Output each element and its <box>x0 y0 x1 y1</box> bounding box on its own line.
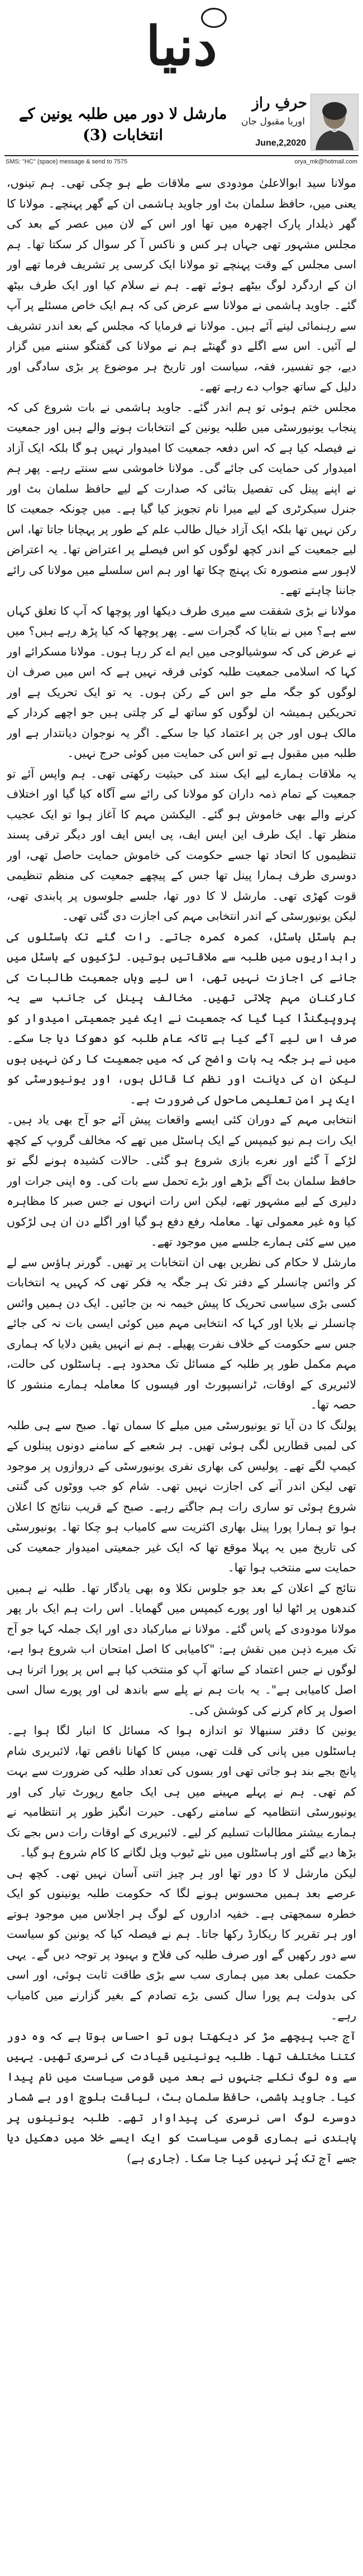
article-paragraph: آج جب پیچھے مڑ کر دیکھتا ہوں تو احساس ہوتا ہے کہ وہ دور کتنا مختلف تھا۔ طلبہ یونینیں قیادت کی نرسری تھیں۔ یہیں سے وہ لوگ نکلے جنہوں نے بعد میں قومی سیاست میں نام پیدا کیا۔ جاوید ہاشمی، حافظ سلمان بٹ، لیاقت بلوچ اور بے شمار دوسرے لوگ اسی نرسری کی پیداوار تھے۔ طلبہ یونینوں پر پابندی نے ہماری قومی سیاست کو ایک ایسے خلا میں دھکیل دیا جسے آج تک پُر نہیں کیا جا سکا۔ (جاری ہے) <box>7 2029 356 2165</box>
newspaper-logo <box>134 4 229 88</box>
column-header <box>0 94 363 156</box>
article-paragraph: یہ ملاقات ہمارے لیے ایک سند کی حیثیت رکھتی تھی۔ ہم واپس آئے تو جمعیت کے تمام ذمہ داران کو مولانا کی رائے سے آگاہ کیا گیا اور اختلاف کرنے والے بھی خاموش ہو گئے۔ الیکشن مہم کا آغاز ہوا تو ایک عجیب منظر تھا۔ ایک طرف این ایس ایف، پی ایس ایف اور دیگر ترقی پسند تنظیموں کا اتحاد تھا جسے حکومت کی خاموش حمایت حاصل تھی، اور دوسری طرف ہمارا پینل تھا جس کے پیچھے جمعیت کی منظم تنظیمی قوت کھڑی تھی۔ مارشل لا کا دور تھا، جلسے جلوسوں پر پابندی تھی، لیکن یونیورسٹی کے اندر انتخابی مہم کی اجازت دی گئی تھی۔ <box>7 766 356 923</box>
article-paragraph: ہم ہاسٹل ہاسٹل، کمرہ کمرہ جاتے۔ رات گئے تک ہاسٹلوں کی راہداریوں میں طلبہ سے ملاقاتیں ہوتیں۔ لڑکیوں کے ہاسٹل میں جانے کی اجازت نہیں تھی، اس لیے وہاں جمعیت طالبات کی کارکنان مہم چلاتی تھیں۔ مخالف پینل کی جانب سے یہ پروپیگنڈا کیا گیا کہ جمعیت نے ایک غیر جمعیتی امیدوار کو صرف اس لیے آگے کیا ہے تاکہ عام طلبہ کو دھوکا دیا جا سکے۔ میں نے ہر جگہ یہ بات واضح کی کہ میں جمعیت کا رکن نہیں ہوں لیکن ان کی دیانت اور نظم کا قائل ہوں، اور یونیورسٹی کو ایک پر امن تعلیمی ماحول کی ضرورت ہے۔ <box>7 929 356 1106</box>
sms-instruction: SMS: "HC" (space) message & send to 7575 <box>6 158 128 165</box>
publish-date: June,2,2020 <box>255 138 306 148</box>
article-paragraph: نتائج کے اعلان کے بعد جو جلوس نکلا وہ بھی یادگار تھا۔ طلبہ نے ہمیں کندھوں پر اٹھا لیا اور پورے کیمپس میں گھمایا۔ اس رات ہم ایک بار پھر مولانا مودودی کے پاس گئے۔ مولانا نے مبارکباد دی اور ایک جملہ کہا جو آج تک میرے ذہن میں نقش ہے: "کامیابی کا اصل امتحان اب شروع ہوا ہے، لوگوں نے جس اعتماد کے ساتھ آپ کو منتخب کیا ہے اس پر پورا اترنا ہی اصل کامیابی ہے"۔ یہ بات ہم نے پلے سے باندھ لی اور پورے سال اسی اصول پر کام کرنے کی کوشش کی۔ <box>7 1581 356 1717</box>
logo-text: دنیا <box>146 15 217 78</box>
article-headline: مارشل لا دور میں طلبہ یونین کے انتخابات (3) <box>18 105 227 144</box>
header-divider <box>4 155 359 156</box>
author-portrait-icon <box>311 94 358 150</box>
logo-bubble-icon <box>201 8 227 28</box>
article-paragraph: مارشل لا حکام کی نظریں بھی ان انتخابات پر تھیں۔ گورنر ہاؤس سے لے کر وائس چانسلر کے دفتر تک ہر جگہ یہ فکر تھی کہ کہیں یہ انتخابات کسی بڑی سیاسی تحریک کا پیش خیمہ نہ بن جائیں۔ ایک دن ہمیں وائس چانسلر نے بلایا اور کہا کہ انتخابی مہم میں کوئی ایسی بات نہ کی جائے جس سے حکومت کے خلاف نفرت پھیلے۔ ہم نے انہیں یقین دلایا کہ ہماری مہم مکمل طور پر طلبہ کے مسائل تک محدود ہے۔ ہاسٹلوں کی حالت، لائبریری کے اوقات، ٹرانسپورٹ اور فیسوں کا معاملہ ہمارے منشور کا حصہ تھا۔ <box>7 1255 356 1411</box>
author-email[interactable]: orya_mk@hotmail.com <box>294 158 357 165</box>
masthead <box>0 0 363 92</box>
contact-line <box>6 158 357 168</box>
article-paragraph: لیکن مارشل لا کا دور تھا اور ہر چیز اتنی آسان نہیں تھی۔ کچھ ہی عرصے بعد ہمیں محسوس ہونے لگا کہ حکومت طلبہ یونینوں کو ایک خطرہ سمجھتی ہے۔ خفیہ اداروں کے لوگ ہر اجلاس میں موجود ہوتے اور ہر تقریر کا ریکارڈ رکھا جاتا۔ ہم نے فیصلہ کیا کہ یونین کو سیاست سے دور رکھیں گے اور صرف طلبہ کی فلاح و بہبود پر توجہ دیں گے۔ یہی حکمت عملی بعد میں ہماری سب سے بڑی طاقت ثابت ہوئی، اور اسی کی بدولت ہم پورا سال کسی بڑے تصادم کے بغیر گزارنے میں کامیاب رہے۔ <box>7 1866 356 2022</box>
article-paragraph: مجلس ختم ہوئی تو ہم اندر گئے۔ جاوید ہاشمی نے بات شروع کی کہ پنجاب یونیورسٹی میں طلبہ یونین کے انتخابات ہونے والے ہیں اور جمعیت نے فیصلہ کیا ہے کہ اس دفعہ جمعیت کا امیدوار نہیں ہو گا بلکہ ایک آزاد امیدوار کی حمایت کی جائے گی۔ مولانا خاموشی سے سنتے رہے۔ پھر ہم نے اپنے پینل کی تفصیل بتائی کہ صدارت کے لیے حافظ سلمان بٹ اور جنرل سیکرٹری کے لیے میرا نام تجویز کیا گیا ہے۔ میں چونکہ جمعیت کا رکن نہیں تھا بلکہ ایک آزاد خیال طالب علم کے طور پر پہچانا جاتا تھا، اس لیے جمعیت کے اندر کچھ لوگوں کو اس فیصلے پر اعتراض تھا۔ یہ اعتراض لاہور سے منصورہ تک پہنچ چکا تھا اور ہم اس سلسلے میں مولانا کی رائے جاننا چاہتے تھے۔ <box>7 400 356 597</box>
article-paragraph: مولانا نے بڑی شفقت سے میری طرف دیکھا اور پوچھا کہ آپ کا تعلق کہاں سے ہے؟ میں نے بتایا کہ گجرات سے۔ پھر پوچھا کہ کیا پڑھ رہے ہیں؟ میں نے عرض کی کہ سوشیالوجی میں ایم اے کر رہا ہوں۔ مولانا مسکرائے اور کہا کہ اسلامی جمعیت طلبہ کوئی فرقہ نہیں ہے کہ اس میں صرف ان لوگوں کو جگہ ملے جو اس کے رکن ہوں۔ یہ تو ایک تحریک ہے اور تحریکیں ہمیشہ ان لوگوں کو ساتھ لے کر چلتی ہیں جو اچھے کردار کے مالک ہوں اور جن پر اعتماد کیا جا سکے۔ اگر یہ نوجوان دیانتدار ہے اور طلبہ میں مقبول ہے تو اس کی حمایت میں کوئی حرج نہیں۔ <box>7 604 356 760</box>
author-name: اوریا مقبول جان <box>241 116 305 127</box>
article-paragraph: پولنگ کا دن آیا تو یونیورسٹی میں میلے کا سماں تھا۔ صبح سے ہی طلبہ کی لمبی قطاریں لگی ہوئی تھیں۔ ہر شعبے کے سامنے دونوں پینلوں کے کیمپ لگے تھے۔ پولیس کی بھاری نفری یونیورسٹی کے دروازوں پر موجود تھی لیکن اندر آنے کی اجازت نہیں تھی۔ شام کو جب ووٹوں کی گنتی شروع ہوئی تو ساری رات ہم جاگتے رہے۔ صبح کے قریب نتائج کا اعلان ہوا تو ہمارا پورا پینل بھاری اکثریت سے کامیاب ہو چکا تھا۔ یونیورسٹی کی تاریخ میں یہ پہلا موقع تھا کہ ایک غیر جمعیتی امیدوار جمعیت کی حمایت سے منتخب ہوا تھا۔ <box>7 1418 356 1574</box>
article-body <box>7 173 356 2566</box>
column-name: حرفِ راز <box>252 95 307 112</box>
author-photo <box>311 94 359 151</box>
article-paragraph: مولانا سید ابوالاعلیٰ مودودی سے ملاقات طے ہو چکی تھی۔ ہم تینوں، یعنی میں، حافظ سلمان بٹ اور جاوید ہاشمی ان کے گھر پہنچے۔ مولانا کا گھر ذیلدار پارک اچھرہ میں تھا اور اس کے لان میں عصر کے بعد کی مجلس مشہور تھی جہاں ہر کس و ناکس آ کر سوال کر سکتا تھا۔ ہم اسی مجلس کے وقت پہنچے تو مولانا ایک کرسی پر تشریف فرما تھے اور ان کے اردگرد لوگ بیٹھے ہوئے تھے۔ ہم نے سلام کیا اور ایک طرف بیٹھ گئے۔ جاوید ہاشمی نے مولانا سے عرض کی کہ ہم ایک خاص مسئلے پر آپ سے رہنمائی لینے آئے ہیں۔ مولانا نے فرمایا کہ مجلس کے بعد اندر تشریف لے آئیں۔ اس سے اگلے دو گھنٹے ہم نے مولانا کی گفتگو سننے میں گزار دیے، جو تفسیر، فقہ، سیاست اور تاریخ ہر موضوع پر بڑی سادگی اور دلیل کے ساتھ جواب دے رہے تھے۔ <box>7 176 356 393</box>
article-paragraph: یونین کا دفتر سنبھالا تو اندازہ ہوا کہ مسائل کا انبار لگا ہوا ہے۔ ہاسٹلوں میں پانی کی قلت تھی، میس کا کھانا ناقص تھا، لائبریری شام پانچ بجے بند ہو جاتی تھی اور بسوں کی تعداد طلبہ کی ضرورت سے بہت کم تھی۔ ہم نے پہلے مہینے میں ہی ایک جامع رپورٹ تیار کی اور یونیورسٹی انتظامیہ کے سامنے رکھی۔ حیرت انگیز طور پر انتظامیہ نے ہمارے بیشتر مطالبات تسلیم کر لیے۔ لائبریری کے اوقات رات دس بجے تک بڑھا دیے گئے اور ہاسٹلوں میں نئے ٹیوب ویل لگانے کا کام شروع ہو گیا۔ <box>7 1724 356 1859</box>
article-paragraph: انتخابی مہم کے دوران کئی ایسے واقعات پیش آئے جو آج بھی یاد ہیں۔ ایک رات ہم نیو کیمپس کے ایک ہاسٹل میں تھے کہ مخالف گروپ کے کچھ لڑکے آ گئے اور نعرے بازی شروع ہو گئی۔ حالات کشیدہ ہونے لگے تو حافظ سلمان بٹ آگے بڑھے اور بڑے تحمل سے بات کی۔ وہ اپنی جرات اور دلیری کے لیے مشہور تھے، لیکن اس رات انہوں نے جس صبر کا مظاہرہ کیا وہ غیر معمولی تھا۔ معاملہ رفع دفع ہو گیا اور اگلے دن ان ہی لڑکوں میں سے کئی ہمارے جلسے میں موجود تھے۔ <box>7 1113 356 1248</box>
